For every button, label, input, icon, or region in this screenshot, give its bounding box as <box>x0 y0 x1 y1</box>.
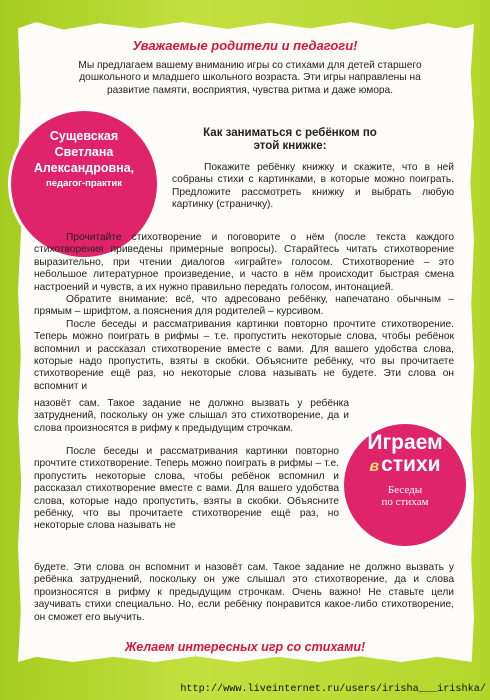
author-name-line3: Александровна, <box>33 161 135 175</box>
page-header: Уважаемые родители и педагоги! <box>132 38 358 53</box>
paragraph-5 <box>34 446 339 533</box>
source-url: http://www.liveinternet.ru/users/irisha___irishka/ <box>180 684 486 695</box>
intro-text: Мы предлагаем вашему вниманию игры со стихами для детей старшего дошкольного и младшего школьного возраста. Эти игры направлены на развитие памяти, восприятия, чувства ритма и даже юмора. <box>78 60 422 96</box>
paragraph-6-text: будете. Эти слова он вспомнит и назовёт сам. Такое задание не должно вызвать у ребёнка затруднений, поскольку он уже слышал это стихотворение, да и слова произносятся в рифму к предыдущим строчкам. Очень важно! Не ставьте цели заучивать стихи специально. Но, если ребёнку понравится какое-либо стихотворение, он сможет его выучить. <box>34 562 454 623</box>
paragraph-4-text: После беседы и рассматривания картинки повторно прочтите стихотворение. Теперь можно поиграть в рифмы – т.е. пропустить некоторые слова, чтобы ребёнок вспомнил и рассказал стихотворение вместе с вами. Для вашего удобства слова, которые надо пропустить, взяты в скобки. Объясните ребёнку, что вы прочитаете стихотворение ещё раз, но некоторые слова называть не будете. Эти слова он вспомнит и <box>34 318 454 392</box>
page-footer: Желаем интересных игр со стихами! <box>124 640 366 654</box>
paragraph-3-text: Обратите внимание: всё, что адресовано ребёнку, напечатано обычным – прямым – шрифтом, а пояснения для родителей – курсивом. <box>34 294 454 318</box>
section-title: Как заниматься с ребёнком по этой книжке: <box>203 127 377 152</box>
author-name-line1: Сущевская <box>49 129 119 143</box>
paragraph-group-2 <box>34 232 454 393</box>
author-role: педагог-практик <box>46 178 122 189</box>
badge-line-2 <box>340 454 470 478</box>
paragraph-1-text: Покажите ребёнку книжку и скажите, что в ней собраны стихи с картинками, в которые можно поиграть. Предложите рассмотреть книжку и выбрать любую картинку (страничку). <box>172 162 454 211</box>
paragraph-6 <box>34 562 454 624</box>
paragraph-1 <box>172 162 454 212</box>
paragraph-5-text: После беседы и рассматривания картинки повторно прочтите стихотворение. Теперь можно поиграть в рифмы – т.е. пропустить некоторые слова, чтобы ребёнок вспомнил и рассказал стихотворение вместе с вами. Для вашего удобства слова, которые надо пропустить, взяты в скобки. Объясните ребёнку, что вы прочитаете стихотворение ещё раз, но некоторые слова называть не <box>34 446 339 532</box>
badge-line-1: Играем <box>367 431 443 454</box>
badge-line-2-word: стихи <box>381 453 441 476</box>
badge-subtitle-2: по стихам <box>381 496 429 508</box>
paragraph-2-text: Прочитайте стихотворение и поговорите о нём (после текста каждого стихотворения приведены примерные вопросы). Старайтесь читать стихотворение выразительно, при чтении диалогов «играйте» голосом. Стихотворение – это небольшое литературное произведение, и часто в нём происходит быстрая смена настроений и чувств, а их нужно правильно передать голосом, интонацией. <box>34 232 454 293</box>
paragraph-4b-text: назовёт сам. Такое задание не должно вызвать у ребёнка затруднений, поскольку он уже слышал это стихотворение, да и слова произносятся в рифму к предыдущим строчкам. <box>34 398 349 434</box>
title-badge-text <box>340 432 470 508</box>
badge-subtitle-1: Беседы <box>387 484 423 496</box>
author-name-line2: Светлана <box>54 145 114 159</box>
author-info <box>8 128 160 189</box>
intro-paragraph <box>70 60 430 97</box>
badge-line-2-prefix: в <box>369 458 380 475</box>
paragraph-4-continued <box>34 398 349 435</box>
